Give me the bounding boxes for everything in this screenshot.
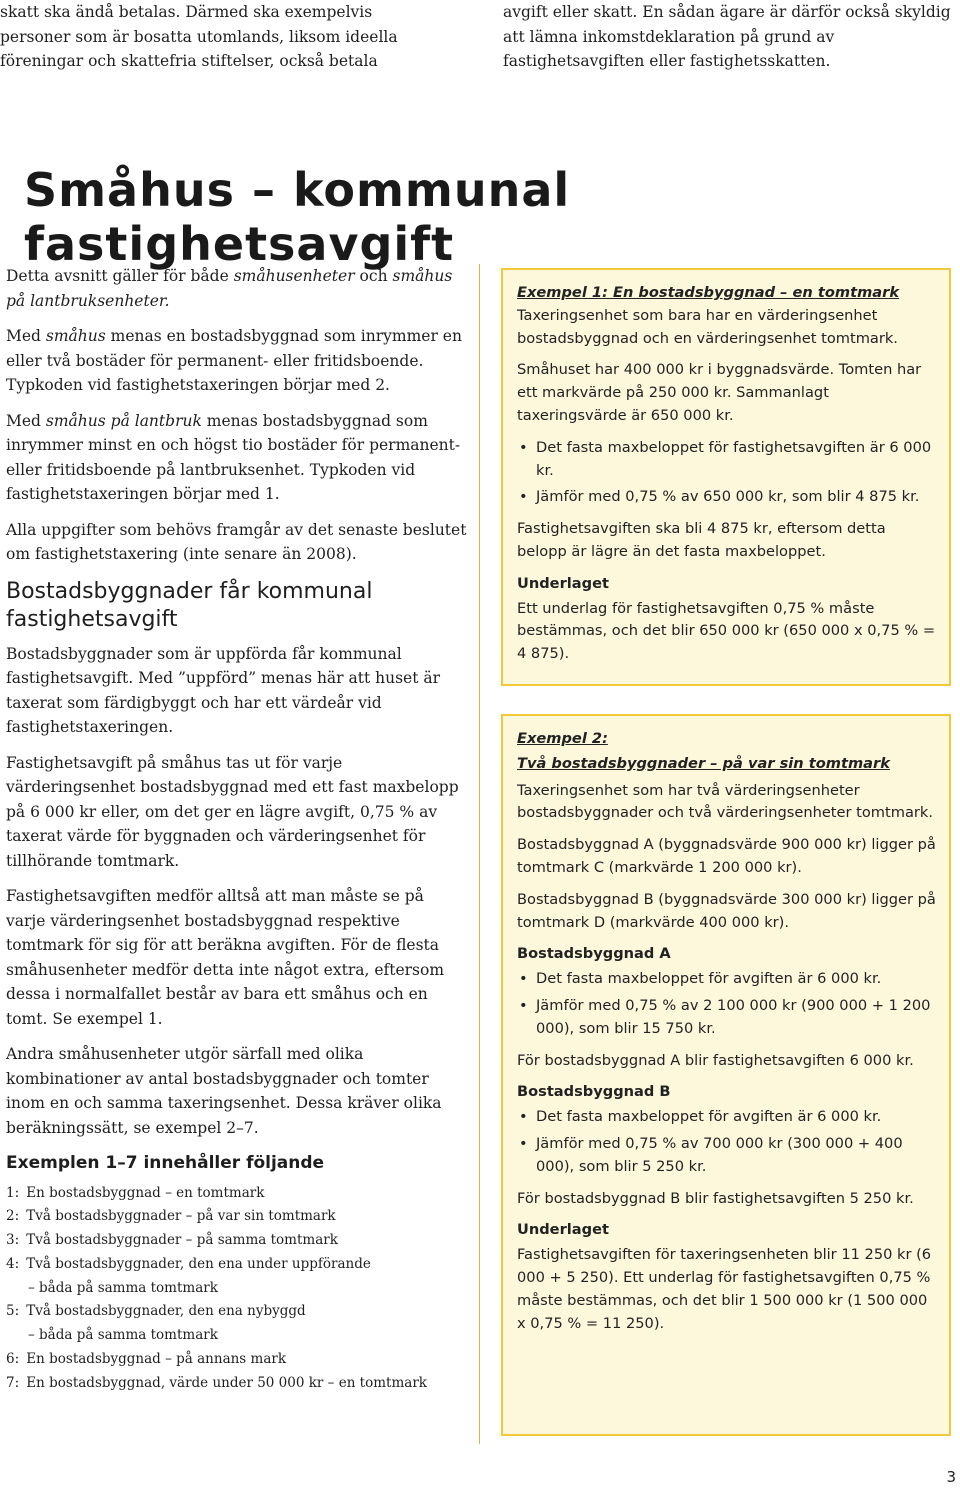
example-1-bullet-1: • Det fasta maxbeloppet för fastighetsavgiften är 6 000 kr. (517, 437, 937, 483)
example-list-item: 1: En bostadsbyggnad – en tomtmark (6, 1184, 265, 1201)
example-2-b-bullet-2: • Jämför med 0,75 % av 700 000 kr (300 000 + 400 000), som blir 5 250 kr. (517, 1133, 937, 1179)
examples-list (6, 1182, 468, 1396)
example-2-p3: Bostadsbyggnad B (byggnadsvärde 300 000 kr) ligger på tomtmark D (markvärde 400 000 kr). (517, 890, 936, 931)
example-list-item: 3: Två bostadsbyggnader – på samma tomtmark (6, 1232, 338, 1249)
example-1-title: Exempel 1: En bostadsbyggnad – en tomtmark (517, 284, 900, 301)
example-2-a-bullet-1: • Det fasta maxbeloppet för avgiften är 6 000 kr. (517, 968, 937, 991)
column-divider (479, 264, 480, 1444)
example-2-b-bullet-1: • Det fasta maxbeloppet för avgiften är 6 000 kr. (517, 1106, 937, 1129)
example-2-result-b: För bostadsbyggnad B blir fastighetsavgiften 5 250 kr. (517, 1189, 914, 1207)
example-2-p2: Bostadsbyggnad A (byggnadsvärde 900 000 kr) ligger på tomtmark C (markvärde 1 200 000 kr). (517, 836, 936, 876)
example-list-item: 5: Två bostadsbyggnader, den ena nybyggd – båda på samma tomtmark (6, 1303, 306, 1344)
page-number: 3 (946, 1468, 956, 1486)
example-2-result-a: För bostadsbyggnad A blir fastighetsavgiften 6 000 kr. (517, 1051, 914, 1069)
example-list-item: 6: En bostadsbyggnad – på annans mark (6, 1351, 287, 1368)
example-1-p3: Fastighetsavgiften ska bli 4 875 kr, eftersom detta belopp är lägre än det fasta maxbeloppet. (517, 520, 886, 560)
example-1-list (517, 437, 937, 509)
example-1-underlaget-heading: Underlaget (517, 574, 609, 592)
maxbelopp-paragraph: Fastighetsavgift på småhus tas ut för varje värderingsenhet bostadsbyggnad med ett fast maxbelopp på 6 000 kr eller, om det ger en lägre avgift, 0,75 % av taxerat värde för byggnaden och värderingsenhet för tillhörande tomtmark. (6, 753, 459, 870)
sarfall-paragraph: Andra småhusenheter utgör särfall med olika kombinationer av antal bostadsbyggnader och tomter inom en och samma taxeringsenhet. Dessa kräver olika beräkningssätt, se exempel 2–7. (6, 1045, 442, 1137)
example-2-underlaget-heading: Underlaget (517, 1221, 609, 1239)
example-list-item: 2: Två bostadsbyggnader – på var sin tomtmark (6, 1208, 336, 1225)
example-1-box (501, 268, 951, 686)
example-1-p4: Ett underlag för fastighetsavgiften 0,75 % måste bestämmas, och det blir 650 000 kr (650 000 x 0,75 % = 4 875). (517, 599, 936, 663)
continued-text-left (0, 0, 445, 74)
smahus-definition: Med småhus menas en bostadsbyggnad som inrymmer en eller två bostäder för permanent- eller fritidsboende. Typkoden vid fastighetstaxeringen börjar med 2. (6, 327, 462, 394)
example-2-title-line1: Exempel 2: (517, 730, 608, 747)
example-1-p2: Småhuset har 400 000 kr i byggnadsvärde. Tomten har ett markvärde på 250 000 kr. Sammanlagt taxeringsvärde är 650 000 kr. (517, 361, 922, 424)
example-1-p1: Taxeringsenhet som bara har en värderingsenhet bostadsbyggnad och en värderingsenhet tomtmark. (517, 306, 898, 347)
example-2-heading-b: Bostadsbyggnad B (517, 1083, 671, 1101)
continued-paragraph-right: avgift eller skatt. En sådan ägare är därför också skyldig att lämna inkomstdeklaration på grund av fastighetsavgiften eller fastighetsskatten. (503, 3, 951, 70)
example-2-list-b (517, 1106, 937, 1178)
example-2-box (501, 714, 951, 1436)
example-list-item: 4: Två bostadsbyggnader, den ena under uppförande – båda på samma tomtmark (6, 1255, 371, 1296)
berakning-paragraph: Fastighetsavgiften medför alltså att man måste se på varje värderingsenhet bostadsbyggnad respektive tomtmark för sig för att beräkna avgiften. För de flesta småhusenheter medför detta inte något extra, eftersom dessa i normalfallet består av bara ett småhus och en tomt. Se exempel 1. (6, 887, 445, 1028)
subheading-bostadsbyggnader: Bostadsbyggnader får kommunal fastighetsavgift (6, 578, 373, 632)
example-list-item: 7: En bostadsbyggnad, värde under 50 000 kr – en tomtmark (6, 1374, 427, 1391)
example-2-heading-a: Bostadsbyggnad A (517, 945, 671, 963)
example-1-bullet-2: • Jämför med 0,75 % av 650 000 kr, som blir 4 875 kr. (517, 486, 937, 509)
data-source-paragraph: Alla uppgifter som behövs framgår av det senaste beslutet om fastighetstaxering (inte senare än 2008). (6, 520, 467, 563)
example-2-underlaget: Fastighetsavgiften för taxeringsenheten blir 11 250 kr (6 000 + 5 250). Ett underlag för fastighetsavgiften 0,75 % måste bestämmas, och det blir 1 500 000 kr (1 500 000 x 0,75 % = 11 250). (517, 1246, 932, 1332)
lantbruk-definition: Med småhus på lantbruk menas bostadsbyggnad som inrymmer minst en och högst tio bostäder för permanent- eller fritidsboende på lantbruksenhet. Typkoden vid fastighetstaxeringen börjar med 1. (6, 411, 461, 503)
example-2-list-a (517, 968, 937, 1040)
example-2-title-line2: Två bostadsbyggnader – på var sin tomtmark (517, 754, 890, 772)
example-2-a-bullet-2: • Jämför med 0,75 % av 2 100 000 kr (900 000 + 1 200 000), som blir 15 750 kr. (517, 995, 937, 1041)
continued-paragraph-left: skatt ska ändå betalas. Därmed ska exempelvis personer som är bosatta utomlands, liksom ideella föreningar och skattefria stiftelser, också betala (0, 3, 398, 70)
section-title: Småhus – kommunal fastighetsavgift (24, 163, 571, 271)
uppford-paragraph: Bostadsbyggnader som är uppförda får kommunal fastighetsavgift. Med ”uppförd” menas här att huset är taxerat som färdigbyggt och har ett värdeår vid fastighetstaxeringen. (6, 644, 441, 736)
intro-paragraph: Detta avsnitt gäller för både småhusenheter och småhus på lantbruksenheter. (6, 267, 453, 310)
continued-text-right (503, 0, 953, 74)
example-2-p1: Taxeringsenhet som har två värderingsenheter bostadsbyggnader och två värderingsenheter tomtmark. (517, 781, 933, 822)
examples-heading: Exemplen 1–7 innehåller följande (6, 1153, 325, 1173)
left-column (6, 264, 468, 1396)
